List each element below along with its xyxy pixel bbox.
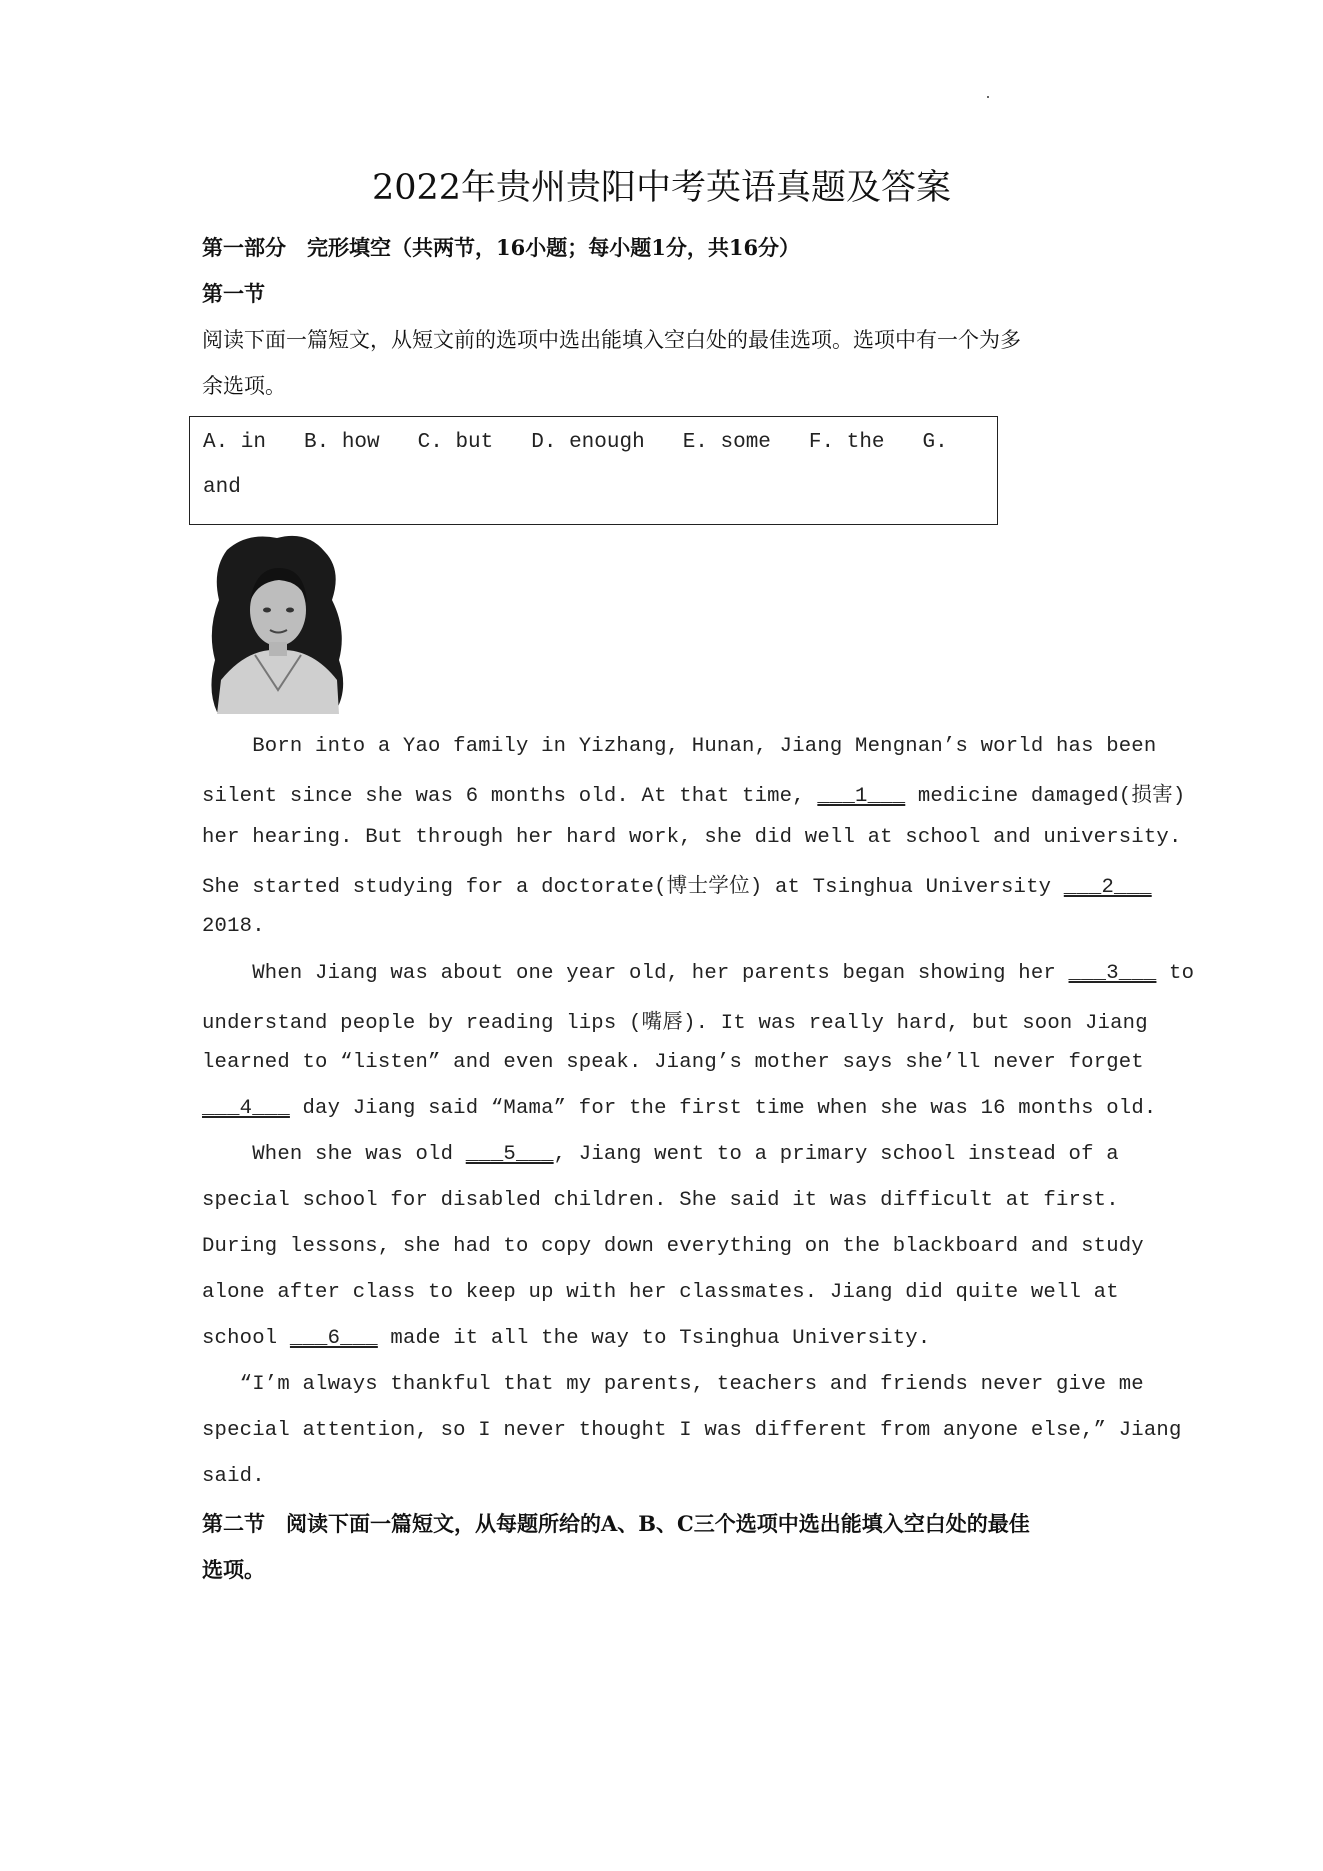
word-options-row — [203, 431, 986, 454]
page-title: 2022年贵州贵阳中考英语真题及答案 — [371, 168, 952, 208]
passage-line: her hearing. But through her hard work, she did well at school and university. — [202, 826, 1182, 849]
option-f: F. the — [808, 431, 885, 454]
passage-line: During lessons, she had to copy down everything on the blackboard and study — [202, 1235, 1144, 1258]
passage-segment: school — [202, 1327, 290, 1350]
option-d: D. enough — [531, 431, 645, 454]
blank-4: ___4___ — [202, 1097, 290, 1120]
scan-speck — [987, 96, 989, 98]
passage-line: learned to “listen” and even speak. Jiang’s mother says she’ll never forget — [202, 1051, 1144, 1074]
option-g-text: and — [203, 476, 241, 499]
option-g: G. — [922, 431, 948, 454]
blank-2: ___2___ — [1063, 876, 1152, 899]
word-options-box — [189, 416, 998, 525]
passage-line: alone after class to keep up with her classmates. Jiang did quite well at — [202, 1281, 1119, 1304]
passage-segment: day Jiang said “Mama” for the first time when she was 16 months old. — [289, 1097, 1157, 1120]
passage-line — [202, 1097, 1156, 1120]
section2-heading-line1: 第二节 阅读下面一篇短文，从每题所给的A、B、C三个选项中选出能填入空白处的最佳 — [202, 1511, 1030, 1536]
passage-segment: , Jiang went to a primary school instead of a — [553, 1143, 1119, 1166]
section1-instruction-line2: 余选项。 — [202, 374, 286, 398]
blank-3: ___3___ — [1068, 962, 1157, 985]
part1-heading: 第一部分 完形填空（共两节，16小题；每小题1分，共16分） — [202, 235, 801, 260]
blank-1: ___1___ — [817, 785, 906, 808]
blank-6: ___6___ — [289, 1327, 378, 1350]
option-b: B. how — [304, 431, 380, 454]
passage-line: Born into a Yao family in Yizhang, Hunan, Jiang Mengnan’s world has been — [202, 735, 1157, 758]
option-e: E. some — [682, 431, 771, 454]
passage-segment: to — [1156, 962, 1195, 985]
passage-line: “I’m always thankful that my parents, teachers and friends never give me — [202, 1373, 1144, 1396]
section1-instruction-line1: 阅读下面一篇短文，从短文前的选项中选出能填入空白处的最佳选项。选项中有一个为多 — [202, 328, 1021, 352]
passage-segment: silent since she was 6 months old. At that time, — [202, 785, 818, 808]
passage-line: understand people by reading lips (嘴唇). It was really hard, but soon Jiang — [202, 1012, 1148, 1035]
passage-line — [202, 962, 1194, 985]
passage-segment: medicine damaged(损害) — [905, 785, 1186, 808]
passage-line — [202, 868, 1152, 899]
passage-line — [202, 777, 1185, 808]
passage-line — [202, 1143, 1119, 1166]
blank-5: ___5___ — [465, 1143, 554, 1166]
passage-segment: made it all the way to Tsinghua University. — [377, 1327, 931, 1350]
passage-line: 2018. — [202, 915, 265, 938]
passage-segment: She started studying for a doctorate(博士学位) at Tsinghua University — [202, 876, 1064, 899]
passage-line: special attention, so I never thought I was different from anyone else,” Jiang — [202, 1419, 1182, 1442]
passage-line: said. — [202, 1465, 265, 1488]
option-c: C. but — [417, 431, 494, 454]
section2-heading-line2: 选项。 — [202, 1557, 265, 1582]
option-a: A. in — [203, 431, 267, 454]
portrait-photo — [207, 530, 349, 715]
section1-heading: 第一节 — [202, 281, 265, 306]
passage-line — [202, 1327, 930, 1350]
passage-line: special school for disabled children. She said it was difficult at first. — [202, 1189, 1119, 1212]
passage-segment: When Jiang was about one year old, her parents began showing her — [202, 962, 1069, 985]
passage-segment: When she was old — [202, 1143, 466, 1166]
